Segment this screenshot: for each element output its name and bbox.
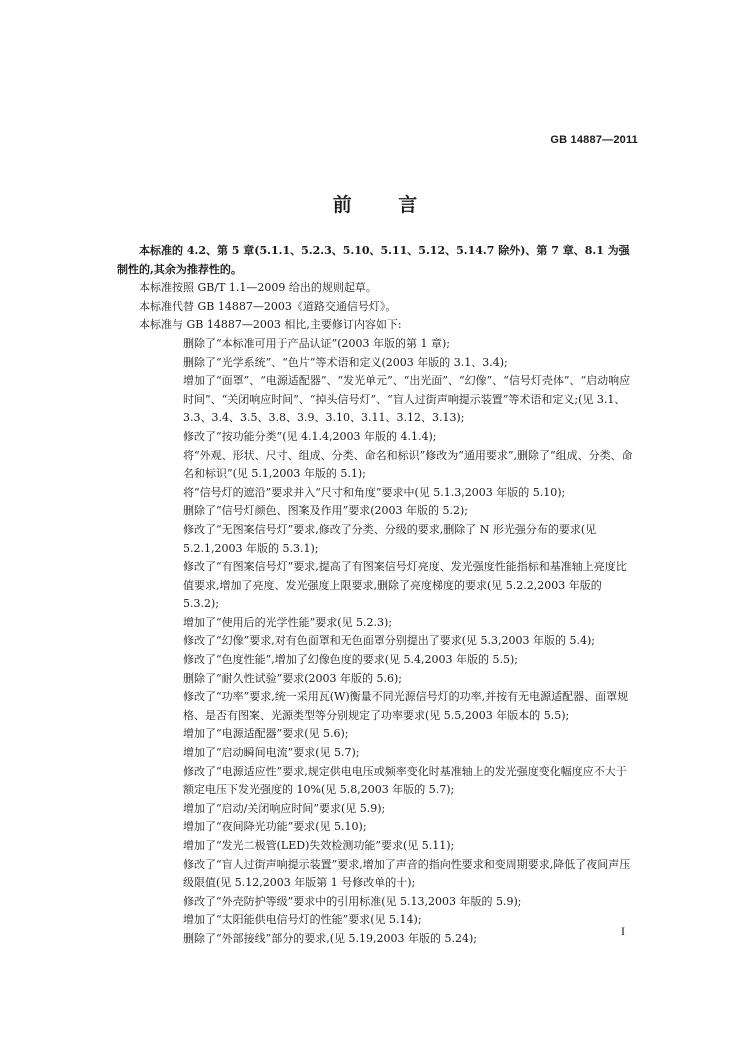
change-item-text: 修改了“功率”要求,统一采用瓦(W)衡量不同光源信号灯的功率,并按有无电源适配器、面罩规格、是否有图案、光源类型等分别规定了功率要求(见 5.5,2003 年版本的 5.5); [183, 690, 629, 722]
change-item [117, 930, 637, 949]
change-item [117, 502, 637, 521]
change-item [117, 354, 637, 373]
change-item [117, 651, 637, 670]
page-title: 前 言 [332, 194, 438, 216]
change-item-text: 修改了“按功能分类”(见 4.1.4,2003 年版的 4.1.4); [183, 429, 437, 443]
changes-list [117, 335, 637, 949]
change-item [117, 335, 637, 354]
change-item [117, 670, 637, 689]
change-item-text: 删除了“外部接线”部分的要求,(见 5.19,2003 年版的 5.24); [183, 931, 477, 945]
change-item [117, 725, 637, 744]
change-item [117, 837, 637, 856]
change-item [117, 632, 637, 651]
change-item-text: 增加了“太阳能供电信号灯的性能”要求(见 5.14); [183, 913, 422, 927]
change-item-text: 修改了“盲人过街声响提示装置”要求,增加了声音的指向性要求和变周期要求,降低了夜间声压级限值(见 5.12,2003 年版第 1 号修改单的十); [183, 857, 631, 890]
change-item [117, 614, 637, 633]
change-item [117, 856, 637, 893]
change-item [117, 688, 637, 725]
change-item [117, 447, 637, 484]
change-item [117, 893, 637, 912]
change-item-text: 删除了“本标准可用于产品认证”(2003 年版的第 1 章); [183, 336, 451, 350]
changes-intro-paragraph: 本标准与 GB 14887—2003 相比,主要修订内容如下: [139, 318, 402, 332]
change-item-text: 修改了“外壳防护等级”要求中的引用标准(见 5.13,2003 年版的 5.9); [183, 894, 522, 908]
change-item-text: 增加了“电源适配器”要求(见 5.6); [183, 727, 349, 741]
change-item [117, 744, 637, 763]
change-item-text: 修改了“色度性能”,增加了幻像色度的要求(见 5.4,2003 年版的 5.5); [183, 653, 518, 667]
change-item-text: 删除了“信号灯颜色、图案及作用”要求(2003 年版的 5.2); [183, 504, 469, 518]
change-item-text: 修改了“电源适应性”要求,规定供电电压或频率变化时基准轴上的发光强度变化幅度应不大于额定电压下发光强度的 10%(见 5.8,2003 年版的 5.7); [183, 764, 627, 797]
change-item-text: 修改了“无图案信号灯”要求,修改了分类、分级的要求,删除了 N 形光强分布的要求(见 5.2.1,2003 年版的 5.3.1); [183, 522, 597, 555]
change-item [117, 372, 637, 428]
change-item-text: 将“信号灯的遮沿”要求并入“尺寸和角度”要求中(见 5.1.3,2003 年版的 5.10); [183, 485, 566, 499]
change-item [117, 484, 637, 503]
change-item [117, 521, 637, 558]
change-item [117, 558, 637, 614]
change-item [117, 818, 637, 837]
change-item-text: 修改了“幻像”要求,对有色面罩和无色面罩分别提出了要求(见 5.3,2003 年版的 5.4); [183, 634, 595, 648]
change-item-text: 增加了“发光二极管(LED)失效检测功能”要求(见 5.11); [183, 839, 455, 852]
change-item-text: 修改了“有图案信号灯”要求,提高了有图案信号灯亮度、发光强度性能指标和基准轴上亮度比值要求,增加了亮度、发光强度上限要求,删除了亮度梯度的要求(见 5.2.2,2003 年版的 5.3.2); [183, 560, 627, 611]
change-item-text: 增加了“启动瞬间电流”要求(见 5.7); [183, 746, 360, 760]
page-number: I [621, 924, 625, 938]
change-item [117, 911, 637, 930]
change-item-text: 增加了“启动/关闭响应时间”要求(见 5.9); [183, 801, 386, 815]
change-item-text: 增加了“夜间降光功能”要求(见 5.10); [183, 820, 367, 834]
change-item [117, 800, 637, 819]
scope-paragraph: 本标准的 4.2、第 5 章(5.1.1、5.2.3、5.10、5.11、5.12、5.14.7 除外)、第 7 章、8.1 为强制性的,其余为推荐性的。 [117, 244, 630, 276]
change-item [117, 763, 637, 800]
change-item-text: 增加了“使用后的光学性能”要求(见 5.2.3); [183, 615, 393, 629]
change-item-text: 删除了“耐久性试验”要求(2003 年版的 5.6); [183, 671, 403, 685]
change-item-text: 将“外观、形状、尺寸、组成、分类、命名和标识”修改为“通用要求”,删除了“组成、分类、命名和标识”(见 5.1,2003 年版的 5.1); [183, 448, 633, 481]
drafting-rule-paragraph: 本标准按照 GB/T 1.1—2009 给出的规则起草。 [139, 281, 377, 295]
foreword-body [117, 242, 637, 949]
change-item-text: 增加了“面罩”、“电源适配器”、“发光单元”、“出光面”、“幻像”、“信号灯壳体”、“启动响应时间”、“关闭响应时间”、“掉头信号灯”、“盲人过街声响提示装置”等术语和定义;(见 3.1、3.3、3.4、3.5、3.8、3.9、3.10、3.11、3.12、3.13); [183, 374, 631, 425]
change-item-text: 删除了“光学系统”、“色片”等术语和定义(2003 年版的 3.1、3.4); [183, 355, 508, 369]
standard-code: GB 14887—2011 [550, 134, 638, 146]
change-item [117, 428, 637, 447]
replaces-paragraph: 本标准代替 GB 14887—2003《道路交通信号灯》。 [139, 299, 397, 313]
